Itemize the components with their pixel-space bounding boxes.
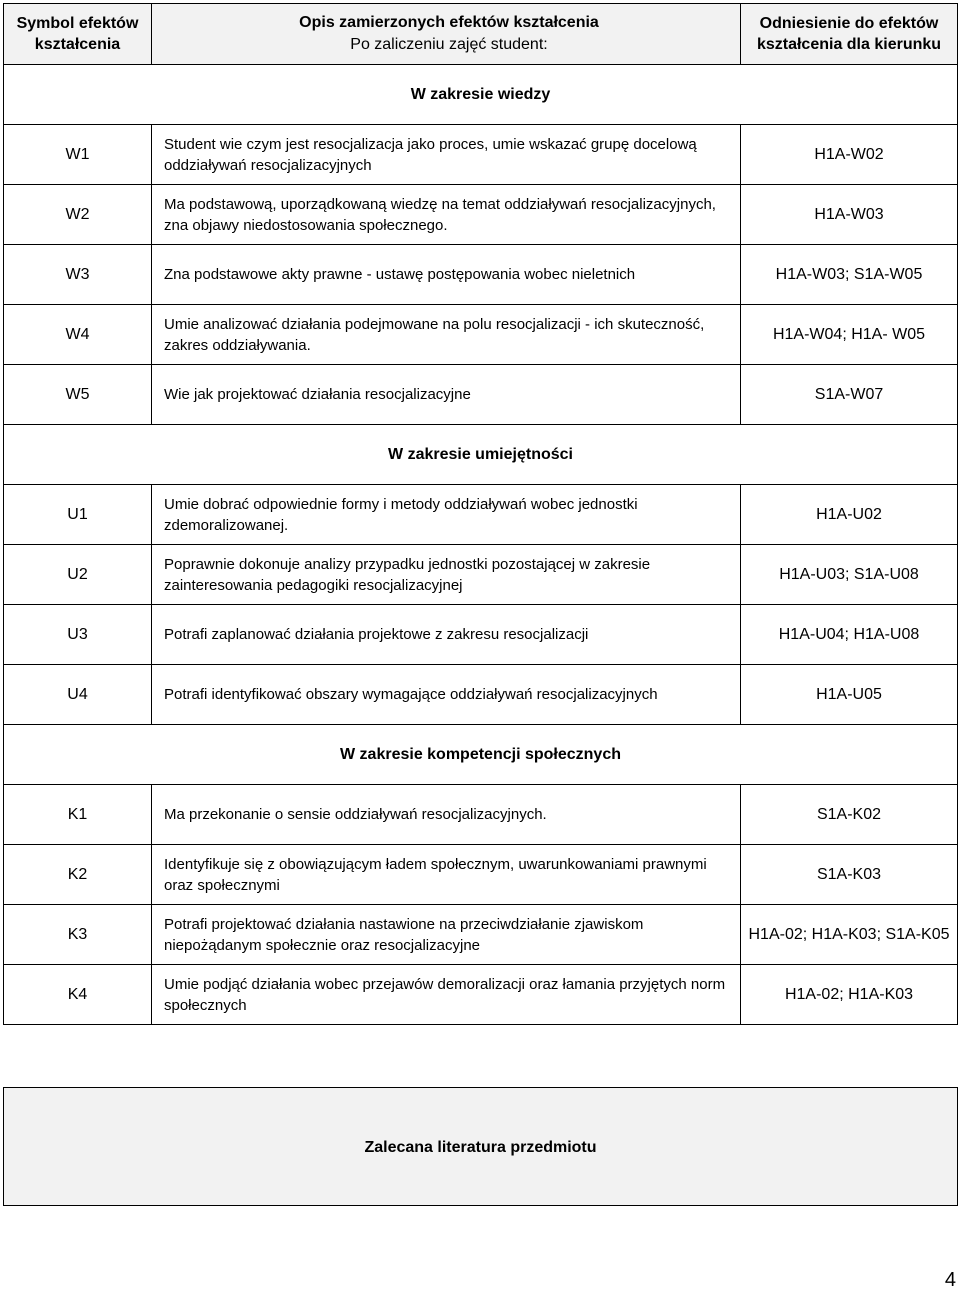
outcome-description: Potrafi identyfikować obszary wymagające oddziaływań resocjalizacyjnych: [152, 665, 741, 725]
outcome-symbol: W4: [4, 305, 152, 365]
literature-heading-box: [3, 1087, 958, 1206]
table-row: [4, 665, 958, 725]
table-row: [4, 305, 958, 365]
header-description-subtitle: Po zaliczeniu zajęć student:: [350, 36, 548, 53]
table-row: [4, 365, 958, 425]
learning-outcomes-table: [3, 3, 958, 1025]
outcome-symbol: K1: [4, 785, 152, 845]
section-row: [4, 425, 958, 485]
outcome-symbol: K3: [4, 905, 152, 965]
table-row: [4, 245, 958, 305]
page-number: 4: [944, 1269, 956, 1291]
outcome-description: Zna podstawowe akty prawne - ustawę postępowania wobec nieletnich: [152, 245, 741, 305]
table-row: [4, 845, 958, 905]
outcome-description: Poprawnie dokonuje analizy przypadku jednostki pozostającej w zakresie zainteresowania pedagogiki resocjalizacyjnej: [152, 545, 741, 605]
header-reference: Odniesienie do efektów kształcenia dla kierunku: [741, 4, 958, 65]
table-row: [4, 905, 958, 965]
outcome-symbol: W5: [4, 365, 152, 425]
table-header: [4, 4, 958, 65]
outcome-reference: S1A-K02: [741, 785, 958, 845]
section-row: [4, 65, 958, 125]
header-description: [152, 4, 741, 65]
outcome-description: Potrafi zaplanować działania projektowe z zakresu resocjalizacji: [152, 605, 741, 665]
outcome-description: Identyfikuje się z obowiązującym ładem społecznym, uwarunkowaniami prawnymi oraz społecznymi: [152, 845, 741, 905]
outcome-symbol: U2: [4, 545, 152, 605]
outcome-reference: S1A-W07: [741, 365, 958, 425]
outcome-reference: H1A-U04; H1A-U08: [741, 605, 958, 665]
outcome-description: Umie analizować działania podejmowane na polu resocjalizacji - ich skuteczność, zakres oddziaływania.: [152, 305, 741, 365]
table-row: [4, 605, 958, 665]
outcome-symbol: U4: [4, 665, 152, 725]
outcome-description: Student wie czym jest resocjalizacja jako proces, umie wskazać grupę docelową oddziaływań resocjalizacyjnych: [152, 125, 741, 185]
outcome-reference: S1A-K03: [741, 845, 958, 905]
outcome-description: Potrafi projektować działania nastawione na przeciwdziałanie zjawiskom niepożądanym społecznie oraz resocjalizacyjne: [152, 905, 741, 965]
outcome-symbol: K2: [4, 845, 152, 905]
outcome-reference: H1A-02; H1A-K03: [741, 965, 958, 1025]
table-row: [4, 125, 958, 185]
outcome-symbol: W1: [4, 125, 152, 185]
outcome-description: Ma przekonanie o sensie oddziaływań resocjalizacyjnych.: [152, 785, 741, 845]
outcome-description: Ma podstawową, uporządkowaną wiedzę na temat oddziaływań resocjalizacyjnych, zna objawy niedostosowania społecznego.: [152, 185, 741, 245]
outcome-description: Umie podjąć działania wobec przejawów demoralizacji oraz łamania przyjętych norm społecznych: [152, 965, 741, 1025]
outcome-symbol: K4: [4, 965, 152, 1025]
outcome-reference: H1A-U02: [741, 485, 958, 545]
table-row: [4, 965, 958, 1025]
section-knowledge: W zakresie wiedzy: [4, 65, 958, 125]
outcome-reference: H1A-U03; S1A-U08: [741, 545, 958, 605]
outcome-symbol: W2: [4, 185, 152, 245]
outcome-reference: H1A-02; H1A-K03; S1A-K05: [741, 905, 958, 965]
outcome-description: Wie jak projektować działania resocjalizacyjne: [152, 365, 741, 425]
table-row: [4, 785, 958, 845]
outcome-symbol: U1: [4, 485, 152, 545]
outcome-reference: H1A-U05: [741, 665, 958, 725]
outcome-reference: H1A-W04; H1A- W05: [741, 305, 958, 365]
outcome-description: Umie dobrać odpowiednie formy i metody oddziaływań wobec jednostki zdemoralizowanej.: [152, 485, 741, 545]
outcome-reference: H1A-W03; S1A-W05: [741, 245, 958, 305]
outcome-symbol: W3: [4, 245, 152, 305]
header-description-title: Opis zamierzonych efektów kształcenia: [299, 14, 599, 31]
table-row: [4, 485, 958, 545]
header-symbol: Symbol efektów kształcenia: [4, 4, 152, 65]
section-row: [4, 725, 958, 785]
section-skills: W zakresie umiejętności: [4, 425, 958, 485]
section-social-competences: W zakresie kompetencji społecznych: [4, 725, 958, 785]
outcome-symbol: U3: [4, 605, 152, 665]
table-row: [4, 545, 958, 605]
literature-heading: Zalecana literatura przedmiotu: [364, 1139, 597, 1156]
outcome-reference: H1A-W03: [741, 185, 958, 245]
outcome-reference: H1A-W02: [741, 125, 958, 185]
table-row: [4, 185, 958, 245]
